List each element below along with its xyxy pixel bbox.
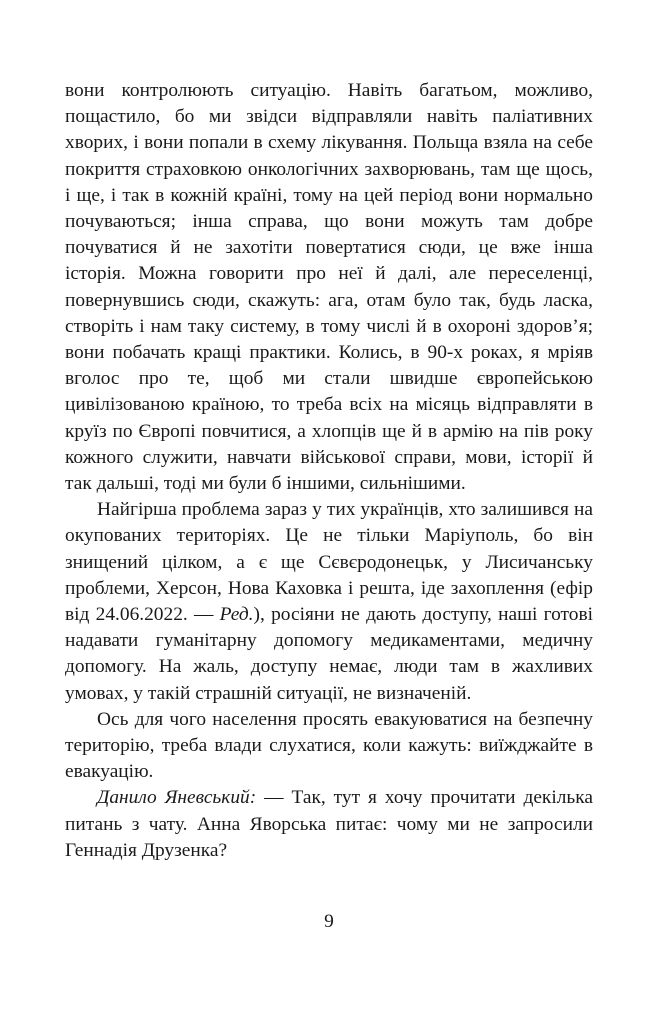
page-number: 9 [324, 911, 334, 932]
paragraph-continuation: вони контролюють ситуацію. Навіть багатьом, можливо, пощастило, бо ми звідси відправляли навіть паліативних хворих, і вони попали в схему лікування. Польща взяла на себе покриття страховкою онкологічних захворювань, там ще щось, і ще, і так в кожній країні, тому на цей період вони нормально почуваються; інша справа, що вони можуть там добре почуватися й не захотіти повертатися сюди, це вже інша історія. Можна говорити про неї й далі, але переселенці, повернувшись сюди, скажуть: ага, отам було так, будь ласка, створіть і нам таку систему, в тому числі й в охороні здоров’я; вони побачать кращі практики. Колись, в 90-х роках, я мріяв вголос про те, щоб ми стали швидше європейською цивілізованою країною, то треба всіх на місяць відправляти в круїз по Європі повчитися, а хлопців ще й в армію на пів року кожного служити, навчати військової справи, мови, історії й так дальші, тоді ми були б іншими, сильнішими. [65, 80, 593, 495]
paragraph-occupied-territories [65, 497, 593, 707]
paragraph-text-before: Найгірша проблема зараз у тих українців, хто залишився на окупованих територіях. Це не тільки Маріуполь, бо він знищений цілком, а є ще Сєвєродонецьк, у Лисичанську проблеми, Херсон, Нова Каховка і решта, іде захоплення (ефір від 24.06.2022. — [65, 499, 593, 626]
question-text: — Так, тут я хочу прочитати декілька питань з чату. Анна Яворська питає: чому ми не запросили Геннадія Друзенка? [65, 787, 593, 861]
paragraph-evacuation: Ось для чого населення просять евакуюватися на безпечну територію, треба влади слухатися, коли кажуть: виїжджайте в евакуацію. [65, 708, 593, 783]
body-text [65, 78, 593, 864]
paragraph-text-after: ), росіяни не дають доступу, наші готові надавати гуманітарну допомогу медикаментами, медичну допомогу. На жаль, доступу немає, люди там в жахливих умовах, у такій страшній ситуації, не визначеній. [65, 604, 593, 704]
editor-note: Ред. [219, 604, 254, 626]
speaker-name: Данило Яневський: [97, 787, 257, 809]
paragraph-question [65, 785, 593, 864]
